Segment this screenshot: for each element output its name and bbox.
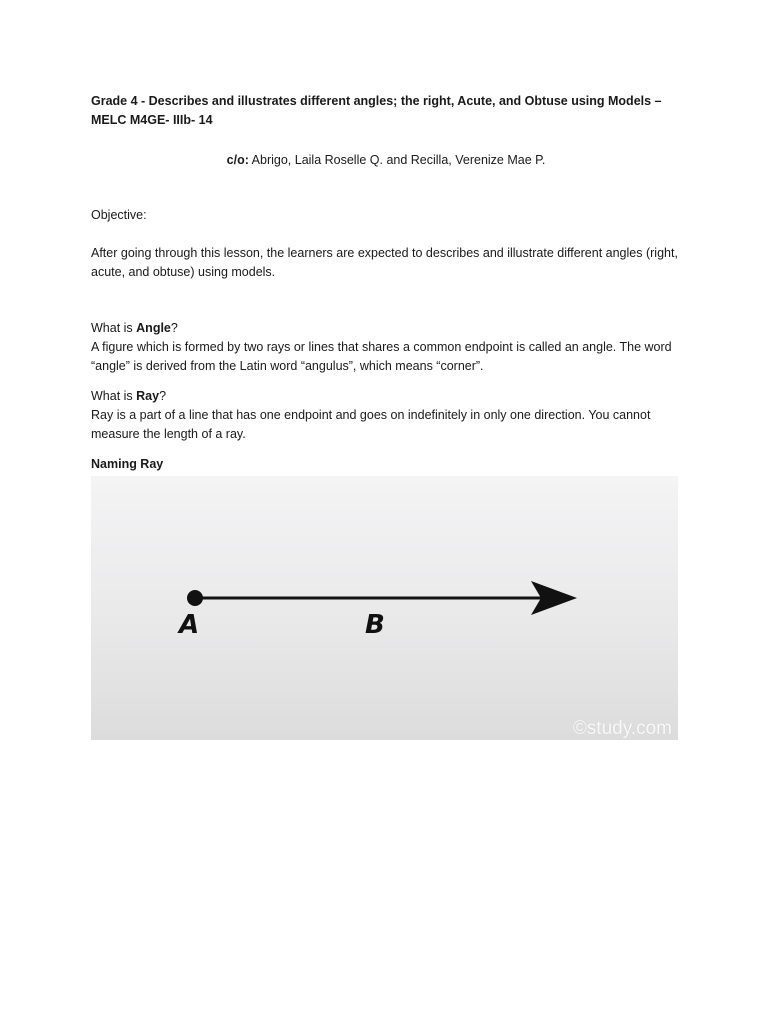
point-a-label: A	[179, 610, 200, 640]
credit-names: Abrigo, Laila Roselle Q. and Recilla, Verenize Mae P.	[248, 153, 546, 167]
endpoint-a-dot	[187, 590, 203, 606]
ray-term: Ray	[136, 389, 160, 403]
credit-line	[91, 151, 681, 170]
ray-definition: Ray is a part of a line that has one endpoint and goes on indefinitely in only one direction. You cannot measure the length of a ray.	[91, 408, 651, 441]
angle-question-suffix: ?	[170, 321, 178, 335]
ray-diagram	[91, 476, 678, 740]
study-com-watermark: ©study.com	[572, 718, 672, 739]
naming-ray-heading: Naming Ray	[91, 457, 164, 471]
document-title: Grade 4 - Describes and illustrates different angles; the right, Acute, and Obtuse using Models – MELC M4GE- IIIb- 14	[91, 94, 662, 127]
ray-diagram-image	[91, 476, 678, 740]
credit-prefix: c/o:	[226, 153, 249, 167]
ray-question-suffix: ?	[159, 389, 167, 403]
objective-text: After going through this lesson, the learners are expected to describes and illustrate different angles (right, acute, and obtuse) using models.	[91, 246, 678, 279]
angle-term: Angle	[136, 321, 171, 335]
angle-question	[91, 319, 681, 338]
ray-question	[91, 387, 681, 406]
angle-definition: A figure which is formed by two rays or lines that shares a common endpoint is called an angle. The word “angle” is derived from the Latin word “angulus”, which means “corner”.	[91, 340, 672, 373]
document-body	[91, 92, 681, 474]
objective-label: Objective:	[91, 208, 147, 222]
ray-question-prefix: What is	[91, 389, 137, 403]
point-b-label: B	[365, 610, 385, 640]
angle-question-prefix: What is	[91, 321, 137, 335]
